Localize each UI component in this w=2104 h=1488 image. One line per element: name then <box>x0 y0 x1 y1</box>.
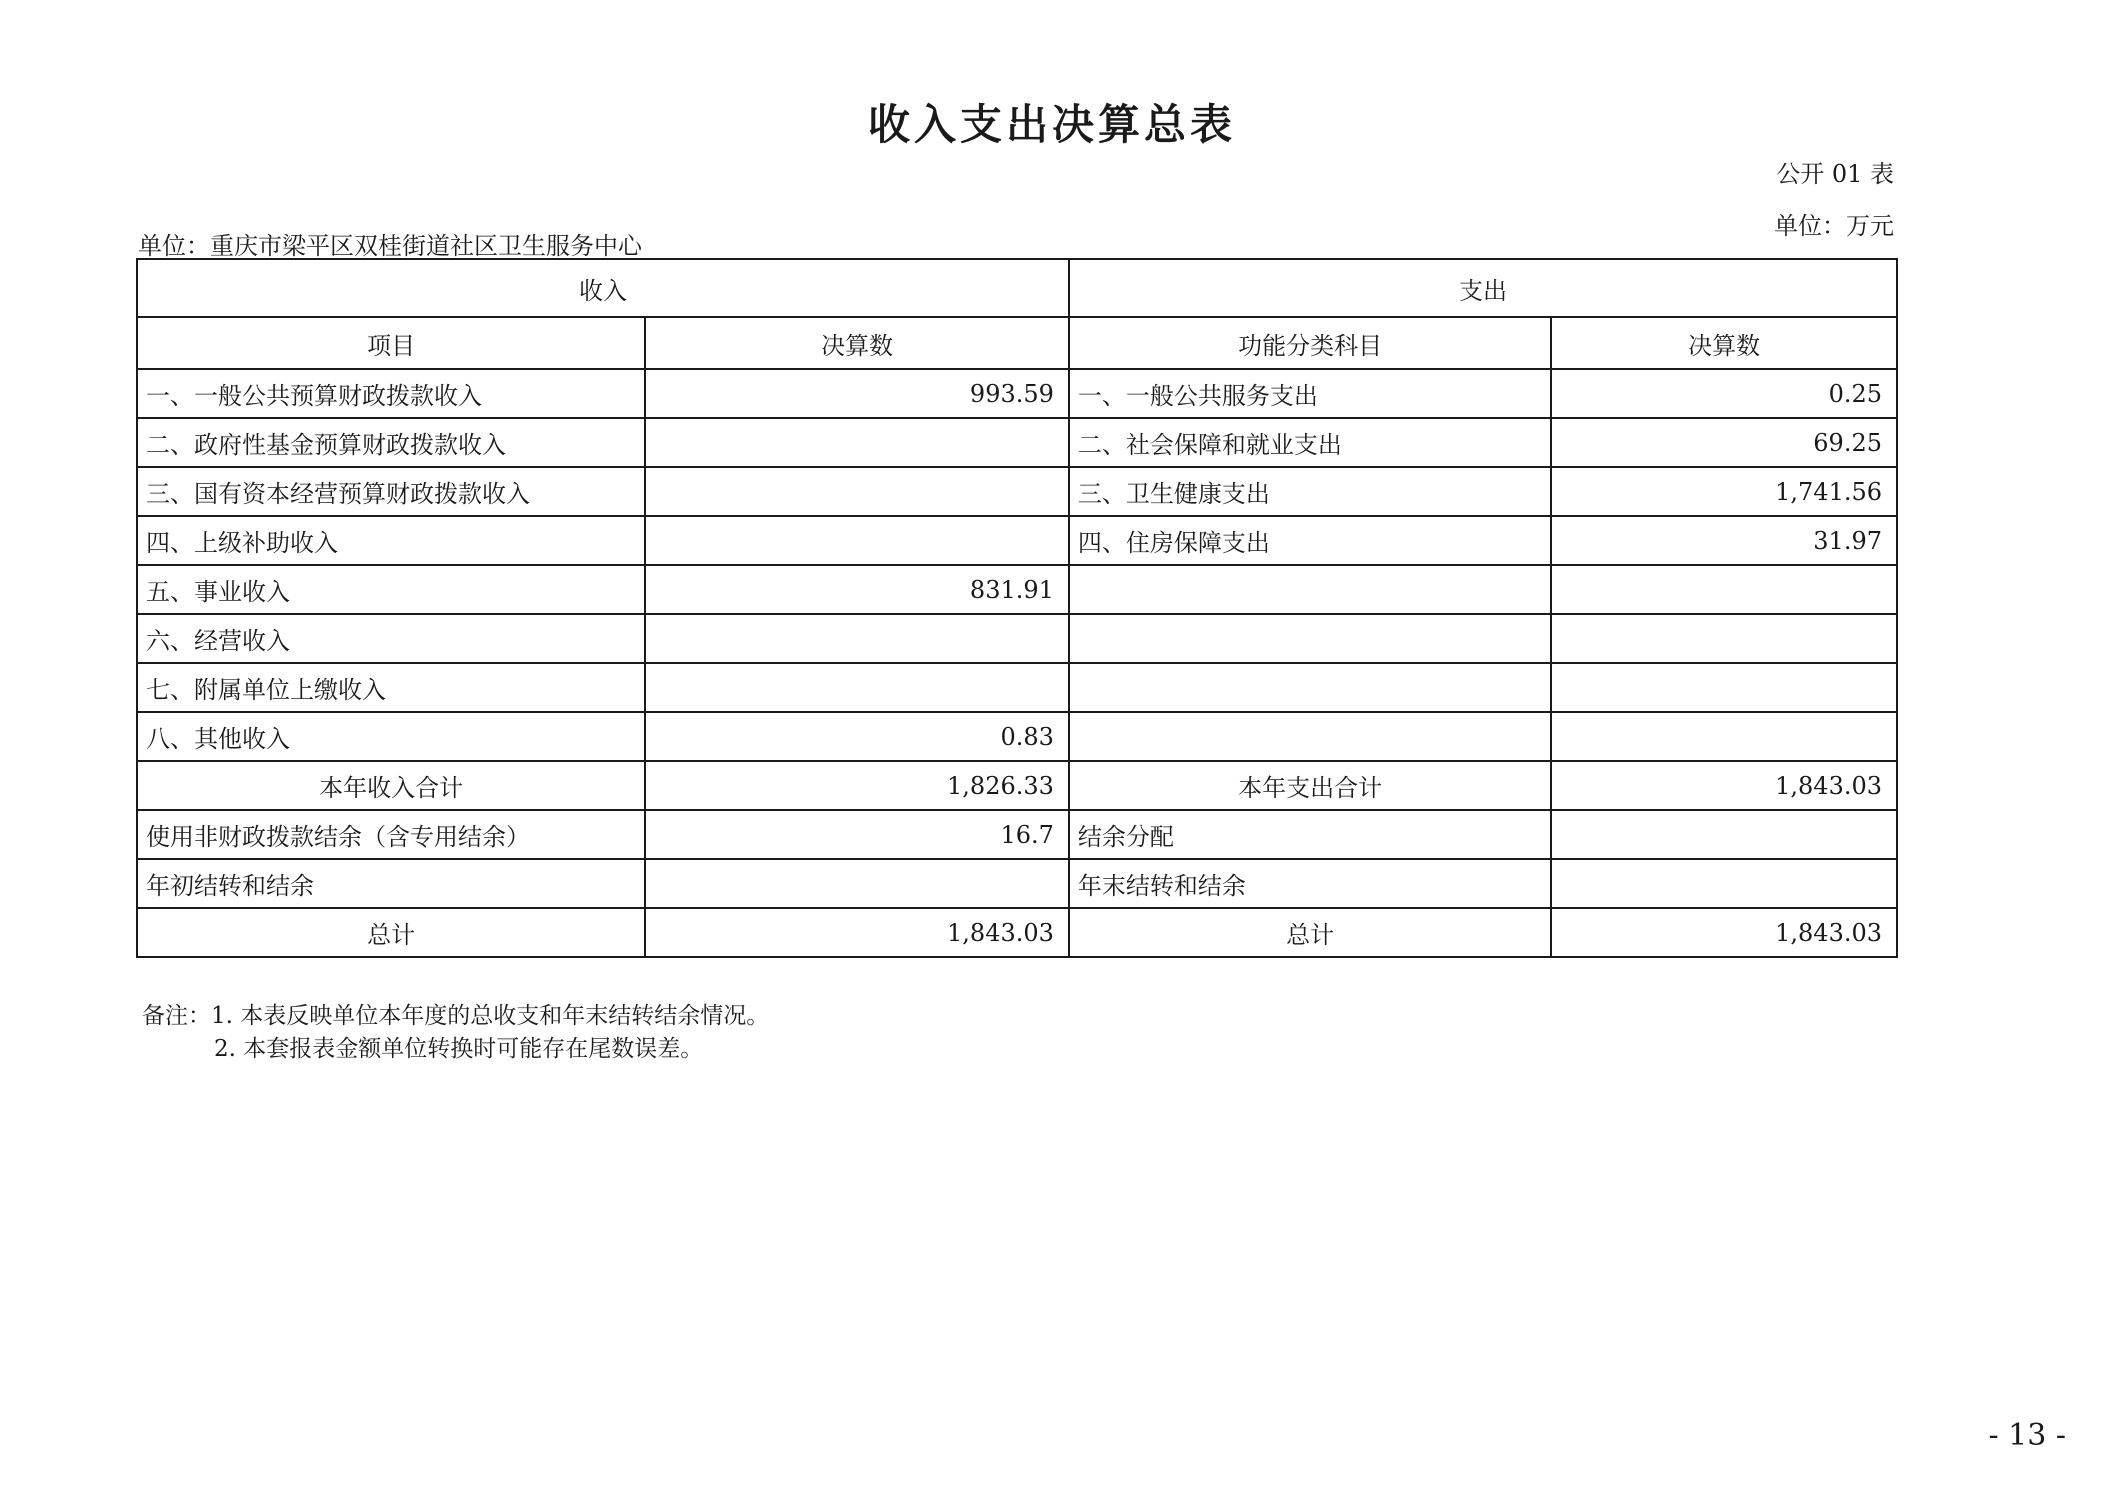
expense-amount-column-header: 决算数 <box>1551 317 1897 369</box>
expense-amount <box>1551 663 1897 712</box>
expense-amount: 31.97 <box>1551 516 1897 565</box>
expense-item: 结余分配 <box>1069 810 1551 859</box>
table-row <box>137 810 1897 859</box>
expense-amount <box>1551 614 1897 663</box>
income-item: 六、经营收入 <box>137 614 645 663</box>
table-row <box>137 565 1897 614</box>
expense-subtotal-amount: 1,843.03 <box>1551 761 1897 810</box>
income-amount <box>645 418 1069 467</box>
table-header-row <box>137 259 1897 317</box>
expense-item: 年末结转和结余 <box>1069 859 1551 908</box>
income-amount <box>645 516 1069 565</box>
income-amount <box>645 859 1069 908</box>
income-item: 年初结转和结余 <box>137 859 645 908</box>
income-amount <box>645 467 1069 516</box>
table-row <box>137 859 1897 908</box>
expense-item <box>1069 712 1551 761</box>
note-line-1: 备注：1. 本表反映单位本年度的总收支和年末结转结余情况。 <box>142 1003 770 1029</box>
expense-item: 一、一般公共服务支出 <box>1069 369 1551 418</box>
expense-item <box>1069 663 1551 712</box>
expense-header: 支出 <box>1069 259 1897 317</box>
expense-amount <box>1551 565 1897 614</box>
table-subheader-row <box>137 317 1897 369</box>
expense-amount: 0.25 <box>1551 369 1897 418</box>
income-amount-column-header: 决算数 <box>645 317 1069 369</box>
function-class-column-header: 功能分类科目 <box>1069 317 1551 369</box>
expense-amount: 1,741.56 <box>1551 467 1897 516</box>
income-item: 使用非财政拨款结余（含专用结余） <box>137 810 645 859</box>
table-row <box>137 614 1897 663</box>
expense-item <box>1069 614 1551 663</box>
income-item: 七、附属单位上缴收入 <box>137 663 645 712</box>
income-expense-table <box>136 258 1898 958</box>
total-row <box>137 908 1897 957</box>
income-subtotal-amount: 1,826.33 <box>645 761 1069 810</box>
income-item: 二、政府性基金预算财政拨款收入 <box>137 418 645 467</box>
table-row <box>137 418 1897 467</box>
income-amount <box>645 663 1069 712</box>
expense-amount: 69.25 <box>1551 418 1897 467</box>
income-item: 三、国有资本经营预算财政拨款收入 <box>137 467 645 516</box>
page-title: 收入支出决算总表 <box>867 100 1236 149</box>
table-row <box>137 369 1897 418</box>
note-line-2: 2. 本套报表金额单位转换时可能存在尾数误差。 <box>214 1036 704 1062</box>
table-row <box>137 516 1897 565</box>
income-subtotal-label: 本年收入合计 <box>137 761 645 810</box>
subtotal-row <box>137 761 1897 810</box>
income-amount: 16.7 <box>645 810 1069 859</box>
currency-unit: 单位：万元 <box>1774 212 1894 240</box>
income-amount <box>645 614 1069 663</box>
table-row <box>137 467 1897 516</box>
income-item: 五、事业收入 <box>137 565 645 614</box>
income-amount: 831.91 <box>645 565 1069 614</box>
expense-item: 二、社会保障和就业支出 <box>1069 418 1551 467</box>
expense-amount <box>1551 712 1897 761</box>
expense-item: 四、住房保障支出 <box>1069 516 1551 565</box>
income-total-amount: 1,843.03 <box>645 908 1069 957</box>
expense-item <box>1069 565 1551 614</box>
expense-amount <box>1551 859 1897 908</box>
income-header: 收入 <box>137 259 1069 317</box>
table-row <box>137 663 1897 712</box>
income-amount: 0.83 <box>645 712 1069 761</box>
page-number: - 13 - <box>1988 1418 2066 1453</box>
income-item: 八、其他收入 <box>137 712 645 761</box>
income-item: 四、上级补助收入 <box>137 516 645 565</box>
income-item: 一、一般公共预算财政拨款收入 <box>137 369 645 418</box>
notes <box>142 1000 769 1066</box>
expense-item: 三、卫生健康支出 <box>1069 467 1551 516</box>
expense-subtotal-label: 本年支出合计 <box>1069 761 1551 810</box>
expense-amount <box>1551 810 1897 859</box>
item-column-header: 项目 <box>137 317 645 369</box>
form-number: 公开 01 表 <box>1776 160 1894 188</box>
expense-total-label: 总计 <box>1069 908 1551 957</box>
income-total-label: 总计 <box>137 908 645 957</box>
income-amount: 993.59 <box>645 369 1069 418</box>
expense-total-amount: 1,843.03 <box>1551 908 1897 957</box>
table-row <box>137 712 1897 761</box>
organization-unit: 单位：重庆市梁平区双桂街道社区卫生服务中心 <box>138 232 642 260</box>
